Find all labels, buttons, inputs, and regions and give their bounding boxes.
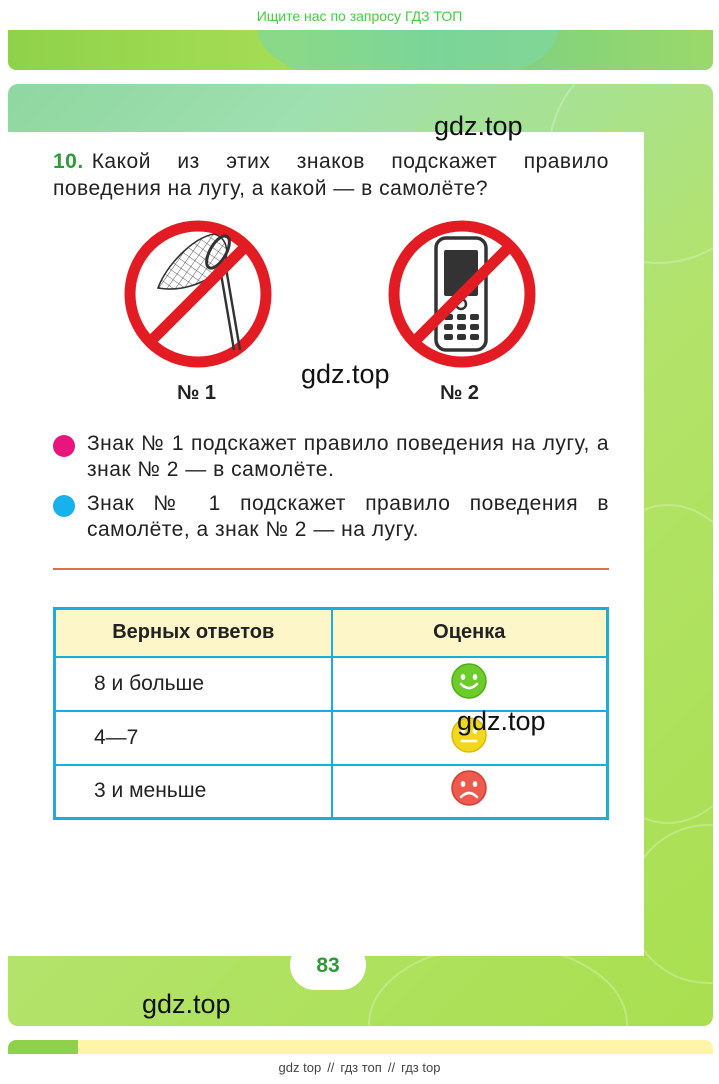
pink-bullet-icon bbox=[53, 435, 75, 457]
row-count: 3 и меньше bbox=[55, 765, 332, 819]
task-question: Какой из этих знаков подскажет правило поведения на лугу, а какой — в самолёте? bbox=[53, 150, 609, 200]
task-number: 10. bbox=[53, 150, 84, 173]
link-gdz-top-ru[interactable]: гдз топ bbox=[340, 1060, 382, 1075]
no-butterfly-net-icon bbox=[122, 218, 274, 370]
row-count: 8 и больше bbox=[55, 657, 332, 711]
section-divider bbox=[53, 568, 609, 570]
page-number: 83 bbox=[290, 940, 366, 990]
page-content-area bbox=[8, 132, 644, 956]
watermark: gdz.top bbox=[301, 359, 390, 389]
answer-option-text: Знак № 1 подскажет правило поведения на лугу, а знак № 2 — в самолёте. bbox=[87, 432, 609, 481]
answer-option-pink[interactable] bbox=[53, 431, 609, 483]
no-mobile-phone-icon bbox=[386, 218, 538, 370]
sad-face-icon bbox=[332, 765, 608, 819]
header-correct-answers: Верных ответов bbox=[55, 609, 332, 657]
watermark: gdz.top bbox=[434, 111, 523, 141]
textbook-page bbox=[8, 84, 713, 1026]
table-header-row bbox=[55, 609, 608, 657]
answer-option-text: Знак № 1 подскажет правило поведения в самолёте, а знак № 2 — на лугу. bbox=[87, 492, 609, 541]
table-row bbox=[55, 657, 608, 711]
sign-1-label: № 1 bbox=[177, 382, 216, 404]
table-row bbox=[55, 765, 608, 819]
link-gdz-top-mixed[interactable]: гдз top bbox=[401, 1060, 441, 1075]
sign-2-label: № 2 bbox=[440, 382, 479, 404]
row-count: 4—7 bbox=[55, 711, 332, 765]
blue-bullet-icon bbox=[53, 495, 75, 517]
watermark: gdz.top bbox=[457, 706, 546, 736]
previous-page-edge bbox=[8, 30, 713, 70]
link-gdz-top[interactable]: gdz top bbox=[278, 1060, 322, 1075]
bottom-links: gdz top // гдз топ // гдз top bbox=[0, 1054, 719, 1084]
search-banner: Ищите нас по запросу ГДЗ ТОП bbox=[0, 0, 719, 32]
answer-option-blue[interactable] bbox=[53, 491, 609, 543]
watermark: gdz.top bbox=[142, 989, 231, 1019]
task-10 bbox=[53, 148, 609, 202]
header-grade: Оценка bbox=[332, 609, 608, 657]
happy-face-icon bbox=[332, 657, 608, 711]
